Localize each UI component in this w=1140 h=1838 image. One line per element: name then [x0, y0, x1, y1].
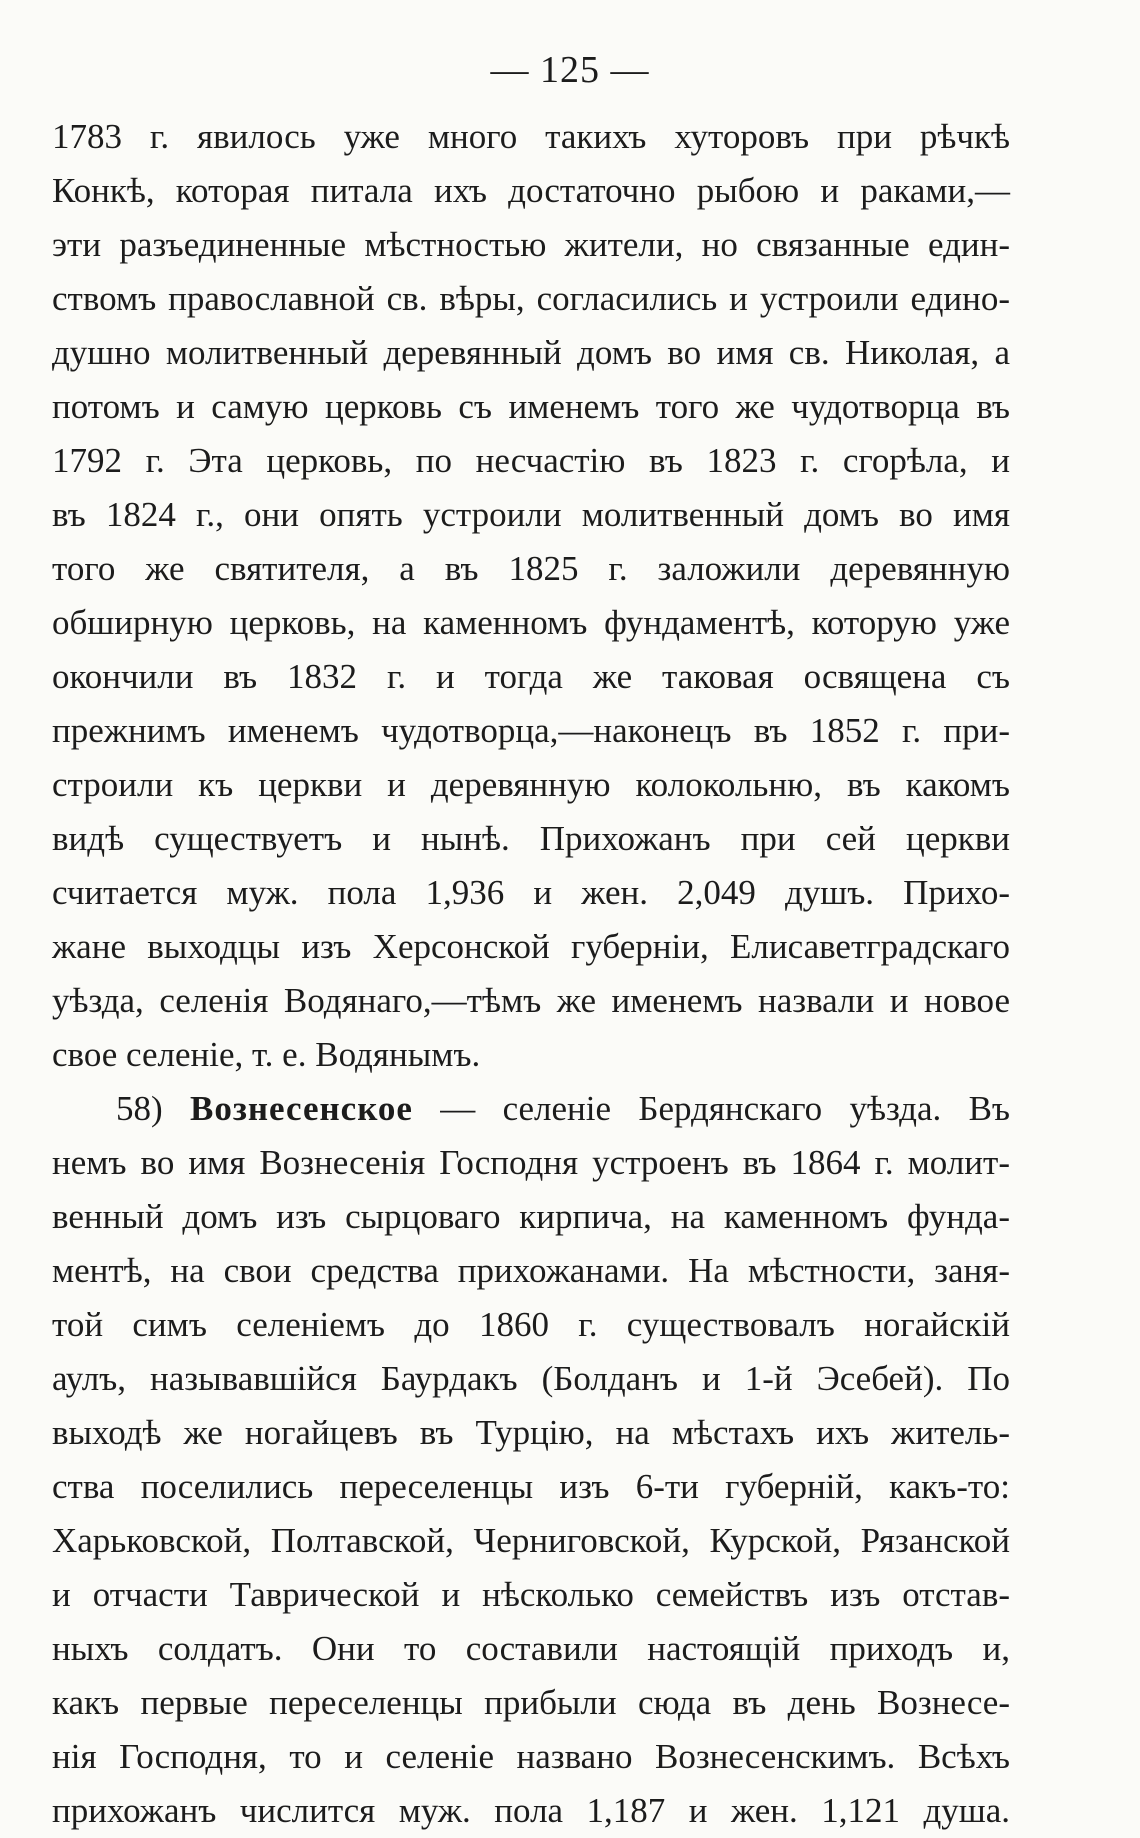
text-line: венный домъ изъ сырцоваго кирпича, на каменномъ фунда-: [52, 1197, 1010, 1236]
entry-title: Вознесенское: [189, 1089, 413, 1128]
text-line: 1783 г. явилось уже много такихъ хуторовъ при рѣчкѣ: [52, 117, 1010, 156]
text-line: и отчасти Таврической и нѣсколько семействъ изъ отстав-: [52, 1575, 1010, 1614]
text-line: прежнимъ именемъ чудотворца,—наконецъ въ 1852 г. при-: [52, 711, 1010, 750]
text-line: строили къ церкви и деревянную колокольню, въ какомъ: [52, 765, 1010, 804]
text-line: какъ первые переселенцы прибыли сюда въ день Вознесе-: [52, 1683, 1010, 1722]
text-line: свое селеніе, т. е. Водянымъ.: [52, 1035, 481, 1074]
text-line: душно молитвенный деревянный домъ во имя св. Николая, а: [52, 333, 1010, 372]
entry-58-voznesenskoe: [52, 1082, 1010, 1838]
text-line: немъ во имя Вознесенія Господня устроенъ въ 1864 г. молит-: [52, 1143, 1010, 1182]
text-line: ныхъ солдатъ. Они то составили настоящій приходъ и,: [52, 1629, 1010, 1668]
text-line: Харьковской, Полтавской, Черниговской, Курской, Рязанской: [52, 1521, 1010, 1560]
text-line: окончили въ 1832 г. и тогда же таковая освящена съ: [52, 657, 1010, 696]
entry-first-line-text: — селеніе Бердянскаго уѣзда. Въ: [440, 1089, 1011, 1128]
text-line: жане выходцы изъ Херсонской губерніи, Елисаветградскаго: [52, 927, 1010, 966]
text-line: нія Господня, то и селеніе названо Вознесенскимъ. Всѣхъ: [52, 1737, 1010, 1776]
text-line: аулъ, называвшійся Баурдакъ (Болданъ и 1-й Эсебей). По: [52, 1359, 1010, 1398]
text-line: обширную церковь, на каменномъ фундаментѣ, которую уже: [52, 603, 1010, 642]
text-line: ства поселились переселенцы изъ 6-ти губерній, какъ-то:: [52, 1467, 1010, 1506]
text-line: уѣзда, селенія Водянаго,—тѣмъ же именемъ назвали и новое: [52, 981, 1010, 1020]
paragraph-hutor-church-history: [52, 110, 1010, 1082]
text-line: ствомъ православной св. вѣры, согласились и устроили едино-: [52, 279, 1010, 318]
text-line: Конкѣ, которая питала ихъ достаточно рыбою и раками,—: [52, 171, 1010, 210]
entry-number: 58): [116, 1089, 163, 1128]
page-number: — 125 —: [490, 49, 650, 91]
text-line: потомъ и самую церковь съ именемъ того же чудотворца въ: [52, 387, 1010, 426]
page-body: [52, 110, 1010, 1838]
text-line: видѣ существуетъ и нынѣ. Прихожанъ при сей церкви: [52, 819, 1010, 858]
text-line: ментѣ, на свои средства прихожанами. На мѣстности, заня-: [52, 1251, 1010, 1290]
text-line: того же святителя, а въ 1825 г. заложили деревянную: [52, 549, 1010, 588]
text-line: считается муж. пола 1,936 и жен. 2,049 душъ. Прихо-: [52, 873, 1010, 912]
text-line: той симъ селеніемъ до 1860 г. существовалъ ногайскій: [52, 1305, 1010, 1344]
text-line: выходѣ же ногайцевъ въ Турцію, на мѣстахъ ихъ житель-: [52, 1413, 1010, 1452]
text-line: эти разъединенные мѣстностью жители, но связанные един-: [52, 225, 1010, 264]
entry-heading-line: [52, 1082, 1010, 1136]
text-line: прихожанъ числится муж. пола 1,187 и жен. 1,121 душа.: [52, 1791, 1010, 1830]
text-line: въ 1824 г., они опять устроили молитвенный домъ во имя: [52, 495, 1010, 534]
text-line: 1792 г. Эта церковь, по несчастію въ 1823 г. сгорѣла, и: [52, 441, 1010, 480]
